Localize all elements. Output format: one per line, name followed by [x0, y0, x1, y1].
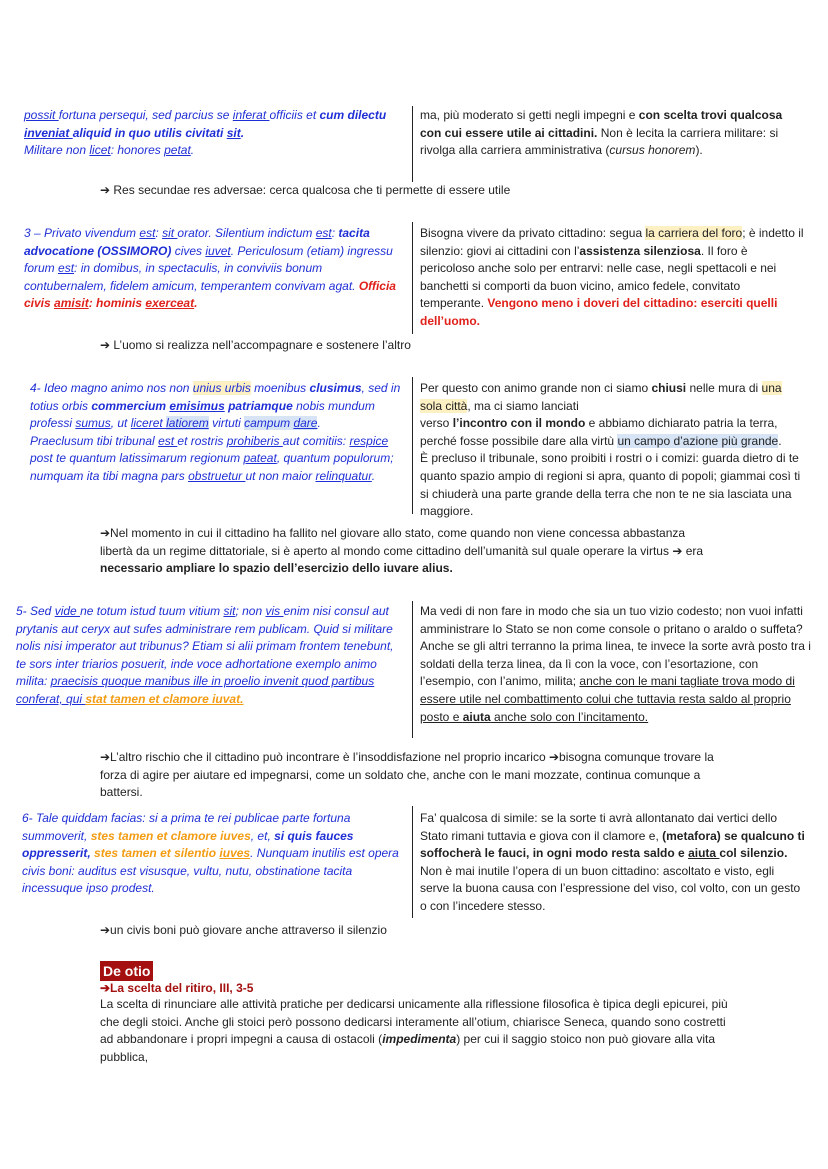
text-run: latiorem [166, 416, 209, 431]
latin-text-1 [24, 107, 404, 160]
text-run: nobis mundum professi [30, 398, 375, 431]
text-run: est [139, 226, 156, 240]
text-run: ) per cui il saggio stoico non può giovare alla vita pubblica, [100, 1032, 716, 1064]
text-run: aut comitiis: [282, 433, 350, 448]
text-run: una sola città [420, 381, 782, 413]
note-2 [100, 337, 740, 355]
text-run: ➔ Res secundae res adversae: cerca qualcosa che ti permette di essere utile [100, 183, 511, 197]
text-run: orator. Silentium indictum [177, 226, 316, 240]
text-run: obstruetur [188, 468, 246, 483]
text-run: nelle mura di [686, 381, 762, 395]
text-run: praecisis quoque manibus ille in proelio invenit quod partibus conferat, qui [16, 674, 375, 706]
text-run: tacita advocatione (OSSIMORO) [24, 226, 370, 258]
text-run: . [371, 468, 376, 483]
text-run: . [240, 125, 245, 140]
text-run: . [190, 143, 195, 158]
text-run: : hominis [88, 296, 146, 311]
text-run: e abbiamo dichiarato patria la terra, perché fosse possibile dare alla virtù [420, 416, 778, 448]
text-run: vide [54, 604, 81, 618]
text-run: (metafora) se qualcuno ti soffocherà le fauci, in ogni modo resta saldo e [420, 828, 805, 861]
text-run: Officia civis [24, 278, 396, 311]
text-run: amisit [54, 296, 89, 311]
note-4 [100, 749, 720, 802]
text-run: prohiberis [226, 433, 283, 448]
text-run: , quantum populorum; numquam ita tibi magna pars [30, 451, 394, 483]
text-run: , ma ci siamo lanciati [467, 398, 579, 413]
text-run: , sed in totius orbis [30, 381, 401, 413]
text-run: est [158, 433, 178, 448]
text-run: sumus [75, 416, 111, 431]
text-run: pateat [243, 451, 277, 466]
text-run: Non è lecita la carriera militare: si rivolga alla carriera amministrativa ( [420, 125, 779, 158]
text-run: officiis et [269, 108, 320, 122]
text-run: dare [293, 416, 318, 431]
text-run: necessario ampliare lo spazio dell’esercizio dello iuvare alius. [100, 561, 453, 576]
text-run: aiuta [688, 846, 720, 861]
italian-text-3 [420, 380, 804, 521]
text-run: petat [164, 143, 191, 158]
text-run: la carriera del foro [645, 226, 743, 240]
note-1 [100, 182, 740, 200]
text-run: cum dilectu [319, 108, 387, 122]
italian-text-5 [420, 810, 805, 916]
text-run: iuvet [205, 243, 231, 258]
subheading-scelta-ritiro: ➔La scelta del ritiro, III, 3-5 [100, 981, 254, 995]
text-run: unius urbis [192, 381, 251, 395]
text-run: virtuti [208, 416, 245, 431]
column-divider-1 [412, 106, 413, 182]
text-run: ; non [235, 604, 266, 618]
text-run: Per questo con animo grande non ci siamo [420, 381, 652, 395]
text-run: inveniat [24, 125, 73, 140]
text-run: l’incontro con il mondo [452, 416, 586, 431]
column-divider-5 [412, 806, 413, 918]
text-run: fortuna persequi, sed parcius se [58, 108, 233, 122]
text-run: ma, più moderato si getti negli impegni e [420, 108, 639, 122]
text-run: moenibus [250, 381, 310, 395]
text-run: vis [265, 604, 284, 618]
text-run: Non è mai inutile l’opera di un buon cittadino: ascoltato e visto, egli serve la buona causa con l’espressione del viso, col volto, con un gesto o con l’incedere stesso. [420, 863, 801, 913]
latin-text-3 [30, 380, 404, 486]
text-run: verso [420, 416, 453, 431]
text-run: assistenza silenziosa [579, 243, 701, 258]
text-run: stat tamen et clamore iuvat. [85, 691, 244, 706]
text-run: . [194, 296, 198, 311]
text-run: ➔un civis boni può giovare anche attraverso il silenzio [100, 923, 387, 937]
text-run: relinquatur [315, 468, 372, 483]
text-run: anche solo con l’incitamento. [490, 709, 649, 724]
text-run: : [155, 226, 163, 240]
text-run: iuves [219, 846, 251, 861]
text-run: enim nisi consul aut prytanis aut ceryx aut sufes administrare rem publicam. Quid si militare nolis nisi imperator aut tribunus? Etiam si alii primam frontem tenebunt, te sors inter triarios posuerit, inde voce adhortatione exemplo animo milita: [16, 604, 394, 689]
text-run: cives [171, 243, 206, 258]
text-run: sit [226, 125, 241, 140]
text-run: sit [162, 226, 178, 240]
text-run: ➔Nel momento in cui il cittadino ha fallito nel giovare allo stato, come quando non viene concessa abbastanza libertà da un regime dittatoriale, si è aperto al mondo come cittadino dell’umanità sul quale operare la virtus ➔ era [100, 526, 704, 558]
text-run: licet [89, 143, 111, 158]
italian-text-2 [420, 225, 804, 331]
latin-text-4 [16, 603, 406, 709]
text-run: . Nunquam inutilis est opera civis boni: auditus est visusque, vultu, nutu, obstinatione tacita incessuque ipso prodest. [22, 846, 399, 896]
text-run: et rostris [177, 433, 227, 448]
text-run: inferat [232, 108, 270, 122]
text-run: con scelta trovi qualcosa con cui essere utile ai cittadini. [420, 108, 783, 140]
text-run: col silenzio. [719, 846, 788, 861]
text-run: chiusi [651, 381, 687, 395]
text-run: : honores [110, 143, 165, 158]
text-run: stes tamen et silentio [94, 846, 220, 861]
text-run: 6- Tale quiddam facias: si a prima te rei publicae parte fortuna summoverit, [22, 811, 351, 843]
text-run: commercium [91, 398, 170, 413]
text-run: respice [349, 433, 389, 448]
latin-text-5 [22, 810, 406, 898]
text-run: possit [24, 108, 59, 122]
text-run: 4- Ideo magno animo nos non [30, 381, 193, 395]
text-run: Bisogna vivere da privato cittadino: segua [420, 226, 646, 240]
text-run: 3 – Privato vivendum [24, 226, 140, 240]
text-run: campum [244, 416, 294, 431]
text-run: emisimus [169, 398, 225, 413]
text-run: liceret [130, 416, 167, 431]
column-divider-2 [412, 222, 413, 334]
text-run: Vengono meno i doveri del cittadino: eserciti quelli dell’uomo. [420, 296, 778, 328]
note-3 [100, 525, 720, 578]
text-run: est [58, 261, 75, 276]
latin-text-2 [24, 225, 404, 313]
text-run: clusimus [309, 381, 362, 395]
text-run: ; è indetto il silenzio: giovi ai cittadini con l’ [420, 226, 804, 258]
text-run: . [778, 433, 782, 448]
text-run: . [317, 416, 321, 431]
italian-text-4 [420, 603, 815, 726]
text-run: , et, [250, 828, 275, 843]
column-divider-4 [412, 601, 413, 738]
text-run: . Il foro è pericoloso anche solo per entrarvi: nelle case, negli spettacoli e nei banchetti si comporti da buon vicino, amico fedele, convitato temperante. [420, 243, 777, 311]
text-run: un campo d’azione più grande [617, 433, 779, 448]
text-run: si quis fauces oppresserit, [22, 828, 354, 861]
text-run: cursus honorem [609, 143, 696, 158]
section-heading-de-otio: De otio [100, 961, 153, 981]
text-run: : [331, 226, 339, 240]
text-run: post te quantum latissimarum regionum [30, 451, 244, 466]
text-run: ne totum istud tuum vitium [80, 604, 224, 618]
text-run: Militare non [24, 143, 90, 158]
text-run: Praeclusum tibi tribunal [30, 433, 159, 448]
text-run: patriamque [224, 398, 293, 413]
text-run: Ma vedi di non fare in modo che sia un tuo vizio codesto; non vuoi infatti amministrare lo Stato se non come console o pritano o araldo o suffeta? Anche se gli altri terranno la prima linea, te invece la sorte avrà posto tra i soldati della terza linea, da lì con la voce, con l’esortazione, con l’esempio, con l’animo, milita; [420, 604, 811, 689]
text-run: , ut [110, 416, 131, 431]
note-5 [100, 922, 720, 940]
text-run: . Periculosum (etiam) ingressu forum [24, 243, 393, 276]
text-run: ➔ L’uomo si realizza nell’accompagnare e sostenere l’altro [100, 338, 411, 352]
text-run: aliquid in quo utilis civitati [72, 125, 227, 140]
text-run: ). [695, 143, 703, 158]
de-otio-body [100, 996, 740, 1066]
text-run: La scelta di rinunciare alle attività pratiche per dedicarsi unicamente alla riflessione filosofica è tipica degli epicurei, più che degli stoici. Anche gli stoici però possono dedicarsi interamente all’otium, chiarisce Seneca, quando sono costretti ad abbandonare i propri impegni a causa di ostacoli ( [100, 997, 728, 1047]
text-run: anche con le mani tagliate trova modo di essere utile nel combattimento colui che tuttavia resta saldo al proprio posto e [420, 674, 795, 724]
text-run: impedimenta [382, 1032, 457, 1047]
text-run: Fa’ qualcosa di simile: se la sorte ti avrà allontanato dai vertici dello Stato rimani tuttavia e giova con il clamore e, [420, 811, 778, 843]
text-run: : in domibus, in spectaculis, in conviviis bonum contubernalem, fidelem amicum, temperantem convivam agat. [24, 261, 359, 293]
text-run: ut non maior [245, 468, 316, 483]
text-run: stes tamen et clamore iuves [90, 828, 251, 843]
text-run: sit [223, 604, 236, 618]
text-run: ➔L’altro rischio che il cittadino può incontrare è l’insoddisfazione nel proprio incarico ➔bisogna comunque trovare la forza di agire per aiutare ed impegnarsi, come un soldato che, anche con le mani mozzate, continua comunque a battersi. [100, 750, 714, 800]
column-divider-3 [412, 377, 413, 514]
text-run: aiuta [462, 709, 491, 724]
text-run: est [315, 226, 332, 240]
text-run: 5- Sed [16, 604, 55, 618]
text-run: exerceat [145, 296, 195, 311]
text-run: È precluso il tribunale, sono proibiti i rostri o i comizi: guarda dietro di te quanto spazio ampio di regioni si apra, quanto di popoli; giammai così ti si chiuderà una parte grande della terra che non te ne sia lasciata una maggiore. [420, 451, 801, 519]
italian-text-1 [420, 107, 800, 160]
